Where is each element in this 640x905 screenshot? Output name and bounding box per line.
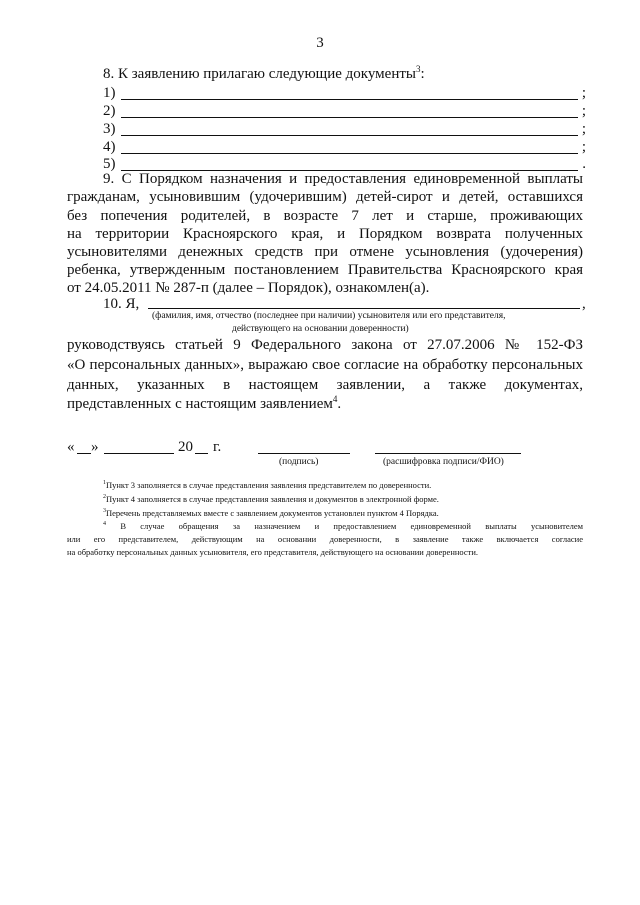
footnote-3 bbox=[103, 508, 439, 519]
line-end-mark: ; bbox=[581, 121, 586, 137]
date-open-quote: « bbox=[67, 439, 75, 455]
item8-footnote-ref: 3 bbox=[416, 64, 421, 74]
day-field[interactable] bbox=[77, 453, 91, 454]
footnote-2 bbox=[103, 494, 439, 505]
footnote-text: Пункт 4 заполняется в случае представления заявления и документов в электронной форме. bbox=[106, 494, 439, 504]
item8-heading bbox=[103, 66, 425, 83]
document-line-number: 2) bbox=[103, 103, 116, 119]
footnote-ref: 3 bbox=[103, 508, 106, 515]
item8-colon: : bbox=[420, 66, 425, 82]
item9-line: усыновителями денежных средств при отмене усыновления (удочерения) bbox=[67, 244, 583, 260]
blank-underline bbox=[121, 135, 578, 136]
line-end-mark: . bbox=[582, 156, 586, 172]
signature-caption: (подпись) bbox=[279, 457, 319, 467]
document-line-number: 3) bbox=[103, 121, 116, 137]
item10-last-line bbox=[67, 396, 341, 413]
blank-underline bbox=[121, 117, 578, 118]
date-close-quote: » bbox=[91, 439, 99, 455]
document-line-4[interactable] bbox=[103, 139, 586, 157]
document-line-number: 1) bbox=[103, 85, 116, 101]
footnote-ref: 4 bbox=[103, 521, 106, 528]
footnote-ref: 2 bbox=[103, 494, 106, 501]
name-underline[interactable] bbox=[148, 308, 580, 309]
decode-caption: (расшифровка подписи/ФИО) bbox=[383, 457, 504, 467]
blank-underline bbox=[121, 153, 578, 154]
item9-line: без попечения родителей, в возрасте 7 лет и старше, проживающих bbox=[67, 208, 583, 224]
line-end-mark: ; bbox=[581, 85, 586, 101]
footnote-text: Пункт 3 заполняется в случае представления заявления представителем по доверенности. bbox=[106, 480, 432, 490]
document-line-number: 5) bbox=[103, 156, 116, 172]
footnote-text: В случае обращения за назначением и предоставлением единовременной выплаты усыновителем bbox=[120, 521, 584, 531]
item10-last-end: . bbox=[337, 396, 342, 412]
item10-line: руководствуясь статьей 9 Федерального закона от 27.07.2006 № 152-ФЗ bbox=[67, 337, 583, 353]
month-field[interactable] bbox=[104, 453, 174, 454]
item8-text: 8. К заявлению прилагаю следующие документы bbox=[103, 66, 416, 82]
footnote-4-line-3: на обработку персональных данных усыновителя, его представителя, действующего на основании доверенности. bbox=[67, 547, 479, 557]
footnote-4-line-2: или его представителем, действующим на основании доверенности, в заявление также включается согласие bbox=[67, 534, 583, 544]
item9-line: ребенка, утвержденным постановлением Правительства Красноярского края bbox=[67, 262, 583, 278]
year-suffix: г. bbox=[213, 439, 222, 455]
item9-last-line: от 24.05.2011 № 287-п (далее – Порядок), ознакомлен(а). bbox=[67, 280, 430, 296]
footnote-4-line-1 bbox=[103, 521, 583, 532]
item10-footnote-ref: 4 bbox=[332, 394, 338, 404]
blank-underline bbox=[121, 99, 578, 100]
year-field[interactable] bbox=[195, 453, 208, 454]
item10-prefix: 10. Я, bbox=[103, 296, 140, 312]
footnote-1 bbox=[103, 480, 431, 491]
document-line-number: 4) bbox=[103, 139, 116, 155]
name-hint-line-1: (фамилия, имя, отчество (последнее при наличии) усыновителя или его представителя, bbox=[152, 311, 506, 321]
signature-field[interactable] bbox=[258, 453, 350, 454]
item9-line: гражданам, усыновившим (удочерившим) детей-сирот и детей, оставшихся bbox=[67, 189, 583, 205]
name-hint-line-2: действующего на основании доверенности) bbox=[232, 324, 409, 334]
year-prefix: 20 bbox=[178, 439, 193, 455]
signature-decode-field[interactable] bbox=[375, 453, 521, 454]
item10-line: данных, указанных в настоящем заявлении, а также документах, bbox=[67, 377, 583, 393]
line-end-mark: ; bbox=[581, 103, 586, 119]
item9-line: 9. С Порядком назначения и предоставления единовременной выплаты bbox=[103, 171, 583, 187]
item10-line: «О персональных данных», выражаю свое согласие на обработку персональных bbox=[67, 357, 583, 373]
document-line-1[interactable] bbox=[103, 85, 586, 103]
document-line-3[interactable] bbox=[103, 121, 586, 139]
page-number: 3 bbox=[316, 35, 324, 51]
footnote-text: Перечень представляемых вместе с заявлением документов установлен пунктом 4 Порядка. bbox=[106, 508, 439, 518]
document-line-2[interactable] bbox=[103, 103, 586, 121]
line-end-mark: ; bbox=[581, 139, 586, 155]
item10-last-text: представленных с настоящим заявлением bbox=[67, 396, 333, 412]
footnote-ref: 1 bbox=[103, 480, 106, 487]
item10-end-mark: , bbox=[582, 296, 586, 312]
item9-line: на территории Красноярского края, и Порядком возврата полученных bbox=[67, 226, 583, 242]
